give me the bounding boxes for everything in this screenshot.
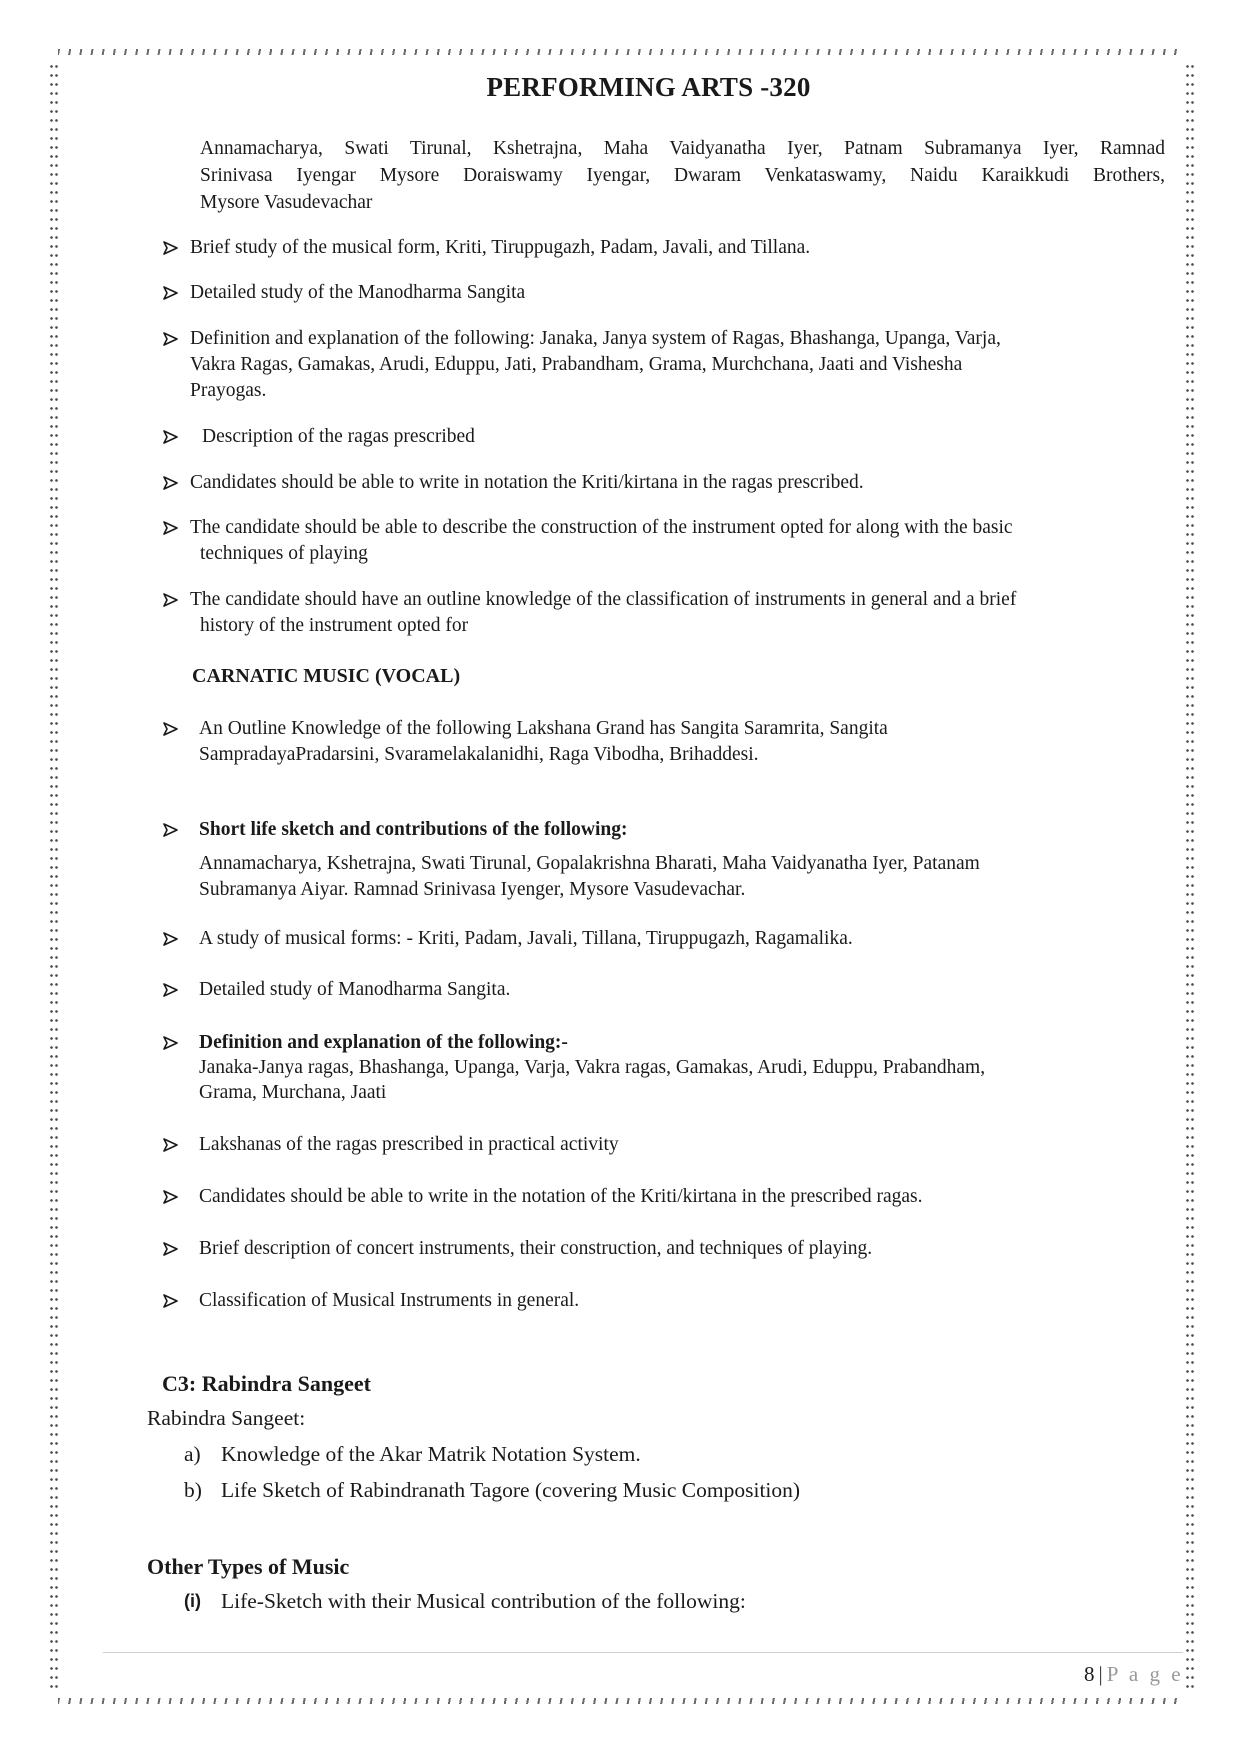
arrow-bullet-icon <box>163 1184 181 1210</box>
arrow-bullet-icon <box>163 1132 181 1158</box>
list-item <box>163 1030 1173 1108</box>
list-item-text: Definition and explanation of the following: Janaka, Janya system of Ragas, Bhashanga, Upanga, Varja, <box>190 328 1001 349</box>
arrow-bullet-icon <box>163 926 181 952</box>
list-item-text: Detailed study of Manodharma Sangita. <box>199 979 511 1000</box>
section-intro: Rabindra Sangeet: <box>147 1406 306 1430</box>
sub-list-marker: (i) <box>184 1591 201 1611</box>
list-item <box>163 716 1173 768</box>
list-item <box>163 515 1173 567</box>
page-number-value: 8 <box>1084 1662 1095 1686</box>
list-item-text: The candidate should be able to describe the construction of the instrument opted for along with the basic <box>190 517 1013 538</box>
list-item-heading: Definition and explanation of the following:- <box>199 1032 568 1053</box>
arrow-bullet-icon <box>163 716 181 742</box>
list-item-text: An Outline Knowledge of the following Lakshana Grand has Sangita Saramrita, Sangita <box>199 718 888 739</box>
list-item <box>163 235 1173 261</box>
page-number <box>1084 1662 1184 1687</box>
page-border-right <box>1186 62 1189 1692</box>
list-item-text: Janaka-Janya ragas, Bhashanga, Upanga, Varja, Vakra ragas, Gamakas, Arudi, Eduppu, Prabandham, <box>199 1057 986 1078</box>
arrow-bullet-icon <box>163 587 181 613</box>
list-item-text: SampradayaPradarsini, Svaramelakalanidhi, Raga Vibodha, Brihaddesi. <box>199 744 759 765</box>
page-border-left <box>50 62 53 1692</box>
list-item <box>163 1132 1173 1158</box>
list-item-text: A study of musical forms: - Kriti, Padam, Javali, Tillana, Tiruppugazh, Ragamalika. <box>199 928 853 949</box>
list-item-text: Brief description of concert instruments, their construction, and techniques of playing. <box>199 1238 873 1259</box>
arrow-bullet-icon <box>163 515 181 541</box>
list-item <box>163 817 1173 903</box>
list-item-text: The candidate should have an outline knowledge of the classification of instruments in general and a brief <box>190 589 1017 610</box>
page-number-label: P a g e <box>1106 1662 1184 1686</box>
page-title: PERFORMING ARTS -320 <box>486 72 811 102</box>
list-item <box>163 470 1173 496</box>
sub-list-text: Life Sketch of Rabindranath Tagore (covering Music Composition) <box>221 1478 801 1502</box>
list-item-text: Description of the ragas prescribed <box>202 426 475 447</box>
arrow-bullet-icon <box>163 326 181 352</box>
list-item-text: Classification of Musical Instruments in general. <box>199 1290 580 1311</box>
list-item-text: Annamacharya, Kshetrajna, Swati Tirunal, Gopalakrishna Bharati, Maha Vaidyanatha Iyer, Patanam <box>199 853 980 874</box>
list-item <box>163 424 1173 450</box>
arrow-bullet-icon <box>163 1236 181 1262</box>
list-item-text: Detailed study of the Manodharma Sangita <box>190 282 526 303</box>
arrow-bullet-icon <box>163 817 181 843</box>
list-item-text: Candidates should be able to write in the notation of the Kriti/kirtana in the prescribed ragas. <box>199 1186 923 1207</box>
list-item <box>163 326 1173 404</box>
list-item <box>163 926 1173 952</box>
arrow-bullet-icon <box>163 1288 181 1314</box>
section-heading-carnatic-vocal: CARNATIC MUSIC (VOCAL) <box>192 665 461 687</box>
list-item <box>163 587 1173 639</box>
intro-line: Srinivasa Iyengar Mysore Doraiswamy Iyengar, Dwaram Venkataswamy, Naidu Karaikkudi Brothers, <box>200 165 1165 186</box>
intro-line: Mysore Vasudevachar <box>200 192 373 213</box>
list-item <box>163 280 1173 306</box>
list-item-heading: Short life sketch and contributions of the following: <box>199 819 628 840</box>
list-item <box>163 1236 1173 1262</box>
list-item-text: history of the instrument opted for <box>200 615 469 636</box>
list-item-text: Subramanya Aiyar. Ramnad Srinivasa Iyenger, Mysore Vasudevachar. <box>199 879 746 900</box>
sub-list-marker: a) <box>184 1442 201 1466</box>
arrow-bullet-icon <box>163 1030 181 1056</box>
page-number-separator: | <box>1098 1662 1103 1686</box>
sub-list-text: Life-Sketch with their Musical contribution of the following: <box>221 1589 746 1613</box>
list-item-text: Prayogas. <box>190 380 267 401</box>
sub-list-marker: b) <box>184 1478 202 1502</box>
intro-line: Annamacharya, Swati Tirunal, Kshetrajna, Maha Vaidyanatha Iyer, Patnam Subramanya Iyer, Ramnad <box>200 138 1165 159</box>
list-item-text: Grama, Murchana, Jaati <box>199 1082 387 1103</box>
list-item-text: techniques of playing <box>200 543 368 564</box>
list-item <box>163 977 1173 1003</box>
arrow-bullet-icon <box>163 235 181 261</box>
page-border-top <box>58 49 1180 55</box>
list-item-text: Lakshanas of the ragas prescribed in practical activity <box>199 1134 619 1155</box>
arrow-bullet-icon <box>163 470 181 496</box>
arrow-bullet-icon <box>163 424 181 450</box>
list-item-text: Brief study of the musical form, Kriti, Tiruppugazh, Padam, Javali, and Tillana. <box>190 237 811 258</box>
sub-list-text: Knowledge of the Akar Matrik Notation System. <box>221 1442 641 1466</box>
list-item <box>163 1184 1173 1210</box>
page-border-right <box>1191 62 1194 1692</box>
section-heading-rabindra: C3: Rabindra Sangeet <box>162 1371 372 1396</box>
list-item <box>163 1288 1173 1314</box>
footer-rule <box>103 1652 1183 1653</box>
list-item-text: Candidates should be able to write in notation the Kriti/kirtana in the ragas prescribed. <box>190 472 864 493</box>
page-border-left <box>55 62 58 1692</box>
arrow-bullet-icon <box>163 280 181 306</box>
list-item-text: Vakra Ragas, Gamakas, Arudi, Eduppu, Jati, Prabandham, Grama, Murchchana, Jaati and Vishesha <box>190 354 963 375</box>
page-border-bottom <box>58 1698 1180 1704</box>
arrow-bullet-icon <box>163 977 181 1003</box>
section-heading-other-music: Other Types of Music <box>147 1554 350 1579</box>
